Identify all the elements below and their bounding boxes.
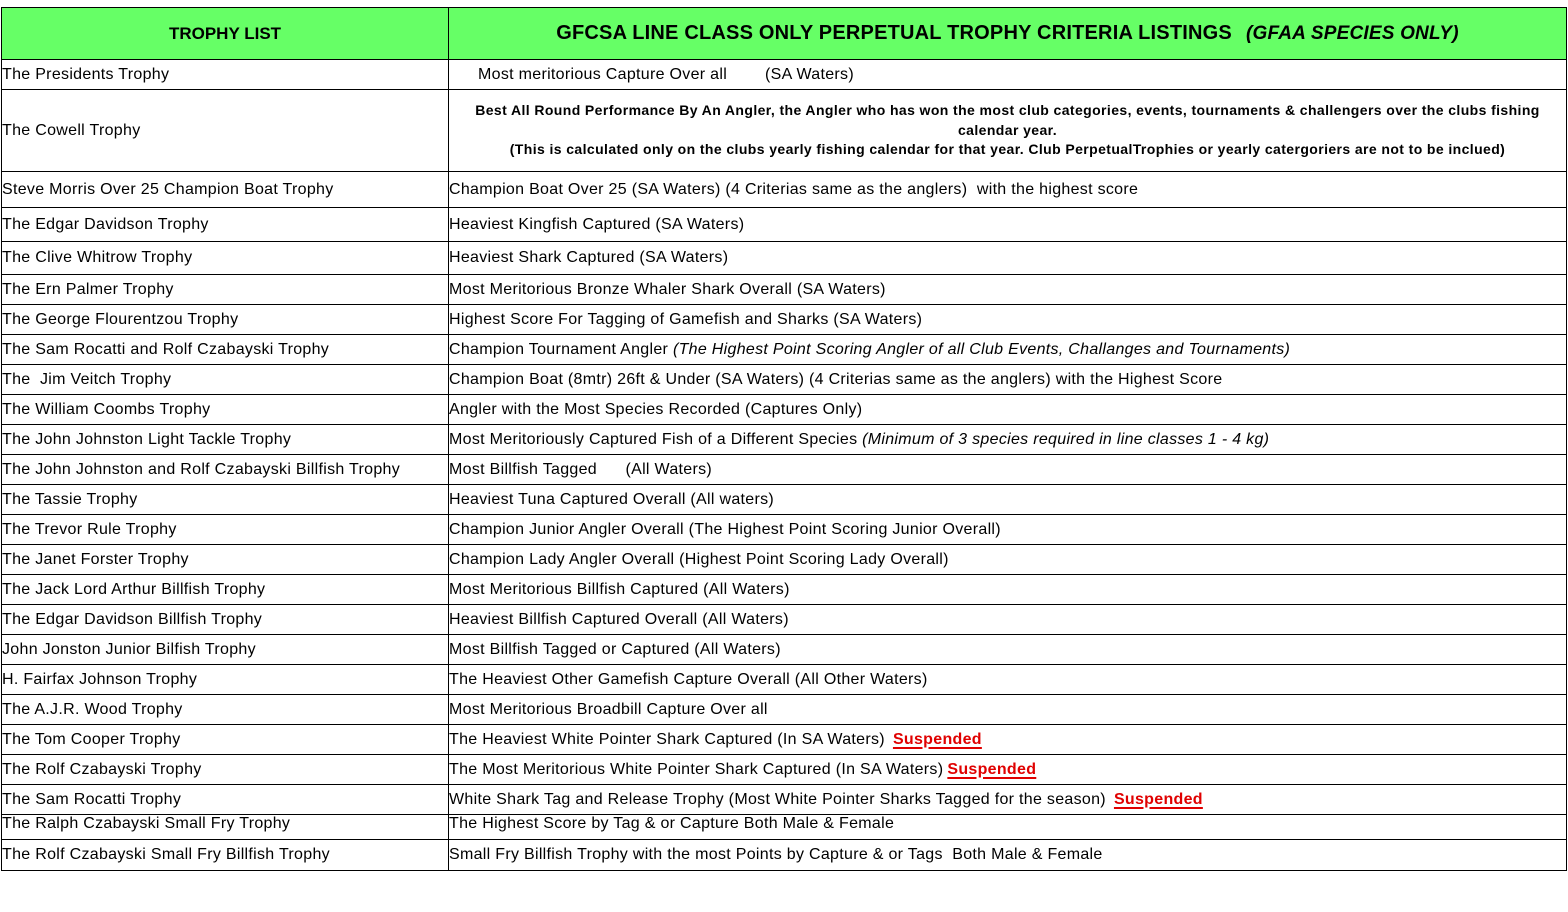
trophy-criteria [449, 725, 1567, 755]
trophy-name: The Rolf Czabayski Trophy [2, 755, 449, 785]
table-row [2, 208, 1567, 242]
trophy-name: Steve Morris Over 25 Champion Boat Trophy [2, 172, 449, 208]
criteria-text: White Shark Tag and Release Trophy (Most White Pointer Sharks Tagged for the season) [449, 790, 1106, 808]
criteria-text: Champion Boat Over 25 (SA Waters) (4 Criterias same as the anglers) with the highest score [449, 180, 1139, 198]
criteria-text: Best All Round Performance By An Angler, the Angler who has won the most club categories, events, tournaments & challengers over the clubs fishing calendar year. [475, 102, 1540, 138]
trophy-name: The Clive Whitrow Trophy [2, 242, 449, 275]
trophy-name: The Janet Forster Trophy [2, 545, 449, 575]
trophy-criteria: Angler with the Most Species Recorded (Captures Only) [449, 395, 1567, 425]
table-row [2, 365, 1567, 395]
trophy-criteria [449, 425, 1567, 455]
trophy-name: John Jonston Junior Bilfish Trophy [2, 635, 449, 665]
trophy-criteria: The Heaviest Other Gamefish Capture Overall (All Other Waters) [449, 665, 1567, 695]
suspended-badge: Suspended [892, 730, 982, 748]
table-row [2, 242, 1567, 275]
trophy-criteria: Heaviest Tuna Captured Overall (All waters) [449, 485, 1567, 515]
table-row [2, 455, 1567, 485]
criteria-text: Most Meritoriously Captured Fish of a Different Species [449, 430, 858, 448]
table-row [2, 515, 1567, 545]
table-row [2, 665, 1567, 695]
trophy-name: The Jack Lord Arthur Billfish Trophy [2, 575, 449, 605]
header-trophy-list: TROPHY LIST [2, 8, 449, 60]
table-row [2, 605, 1567, 635]
criteria-text: The Heaviest White Pointer Shark Captured (In SA Waters) [449, 730, 885, 748]
table-row [2, 485, 1567, 515]
criteria-italic: (Minimum of 3 species required in line classes 1 - 4 kg) [862, 430, 1270, 448]
table-row [2, 60, 1567, 90]
trophy-name: The John Johnston Light Tackle Trophy [2, 425, 449, 455]
suspended-badge: Suspended [1113, 790, 1203, 808]
trophy-criteria [449, 90, 1567, 172]
table-row [2, 305, 1567, 335]
trophy-criteria: Heaviest Billfish Captured Overall (All Waters) [449, 605, 1567, 635]
trophy-criteria [449, 455, 1567, 485]
trophy-table [1, 7, 1567, 871]
trophy-name: The William Coombs Trophy [2, 395, 449, 425]
trophy-name: H. Fairfax Johnson Trophy [2, 665, 449, 695]
trophy-criteria [449, 335, 1567, 365]
table-row [2, 275, 1567, 305]
table-row [2, 695, 1567, 725]
trophy-name: The Edgar Davidson Billfish Trophy [2, 605, 449, 635]
table-row [2, 425, 1567, 455]
suspended-badge: Suspended [947, 760, 1037, 778]
trophy-criteria [449, 785, 1567, 815]
trophy-name: The Sam Rocatti Trophy [2, 785, 449, 815]
trophy-criteria: Small Fry Billfish Trophy with the most Points by Capture & or Tags Both Male & Female [449, 840, 1567, 871]
trophy-name: The Sam Rocatti and Rolf Czabayski Trophy [2, 335, 449, 365]
criteria-text: The Most Meritorious White Pointer Shark Captured (In SA Waters) [449, 760, 944, 778]
trophy-name: The George Flourentzou Trophy [2, 305, 449, 335]
trophy-name: The A.J.R. Wood Trophy [2, 695, 449, 725]
trophy-name: The Jim Veitch Trophy [2, 365, 449, 395]
table-row [2, 395, 1567, 425]
table-row [2, 755, 1567, 785]
criteria-text: Most meritorious Capture Over all (SA Waters) [478, 65, 854, 83]
table-row [2, 815, 1567, 840]
trophy-criteria: The Highest Score by Tag & or Capture Both Male & Female [449, 815, 1567, 840]
header-criteria-title: GFCSA LINE CLASS ONLY PERPETUAL TROPHY CRITERIA LISTINGS [556, 22, 1232, 44]
trophy-criteria: Heaviest Kingfish Captured (SA Waters) [449, 208, 1567, 242]
table-row [2, 172, 1567, 208]
criteria-text: Most Billfish Tagged (All Waters) [449, 460, 713, 478]
trophy-name: The Ern Palmer Trophy [2, 275, 449, 305]
trophy-criteria: Most Meritorious Bronze Whaler Shark Overall (SA Waters) [449, 275, 1567, 305]
criteria-note: (This is calculated only on the clubs yearly fishing calendar for that year. Club PerpetualTrophies or yearly catergoriers are not to be inclued) [509, 141, 1506, 158]
table-row [2, 785, 1567, 815]
trophy-criteria [449, 172, 1567, 208]
trophy-name: The Tom Cooper Trophy [2, 725, 449, 755]
trophy-criteria [449, 60, 1567, 90]
table-row [2, 725, 1567, 755]
criteria-text: Champion Tournament Angler [449, 340, 669, 358]
trophy-name: The Edgar Davidson Trophy [2, 208, 449, 242]
header-criteria [449, 8, 1567, 60]
trophy-name: The Tassie Trophy [2, 485, 449, 515]
table-row [2, 335, 1567, 365]
trophy-name: The Rolf Czabayski Small Fry Billfish Trophy [2, 840, 449, 871]
trophy-name: The John Johnston and Rolf Czabayski Billfish Trophy [2, 455, 449, 485]
header-row [2, 8, 1567, 60]
trophy-criteria: Most Meritorious Broadbill Capture Over all [449, 695, 1567, 725]
trophy-criteria: Most Meritorious Billfish Captured (All Waters) [449, 575, 1567, 605]
criteria-italic: (The Highest Point Scoring Angler of all Club Events, Challanges and Tournaments) [672, 340, 1291, 358]
trophy-criteria [449, 755, 1567, 785]
header-criteria-subtitle: (GFAA SPECIES ONLY) [1245, 23, 1459, 44]
trophy-criteria: Highest Score For Tagging of Gamefish and Sharks (SA Waters) [449, 305, 1567, 335]
trophy-criteria: Champion Junior Angler Overall (The Highest Point Scoring Junior Overall) [449, 515, 1567, 545]
trophy-criteria: Most Billfish Tagged or Captured (All Waters) [449, 635, 1567, 665]
table-row [2, 840, 1567, 871]
trophy-name: The Cowell Trophy [2, 90, 449, 172]
table-row [2, 545, 1567, 575]
table-row [2, 635, 1567, 665]
trophy-criteria: Heaviest Shark Captured (SA Waters) [449, 242, 1567, 275]
trophy-name: The Presidents Trophy [2, 60, 449, 90]
trophy-criteria: Champion Lady Angler Overall (Highest Point Scoring Lady Overall) [449, 545, 1567, 575]
trophy-name: The Trevor Rule Trophy [2, 515, 449, 545]
trophy-name: The Ralph Czabayski Small Fry Trophy [2, 815, 449, 840]
trophy-criteria: Champion Boat (8mtr) 26ft & Under (SA Waters) (4 Criterias same as the anglers) with the Highest Score [449, 365, 1567, 395]
table-row [2, 575, 1567, 605]
table-row [2, 90, 1567, 172]
